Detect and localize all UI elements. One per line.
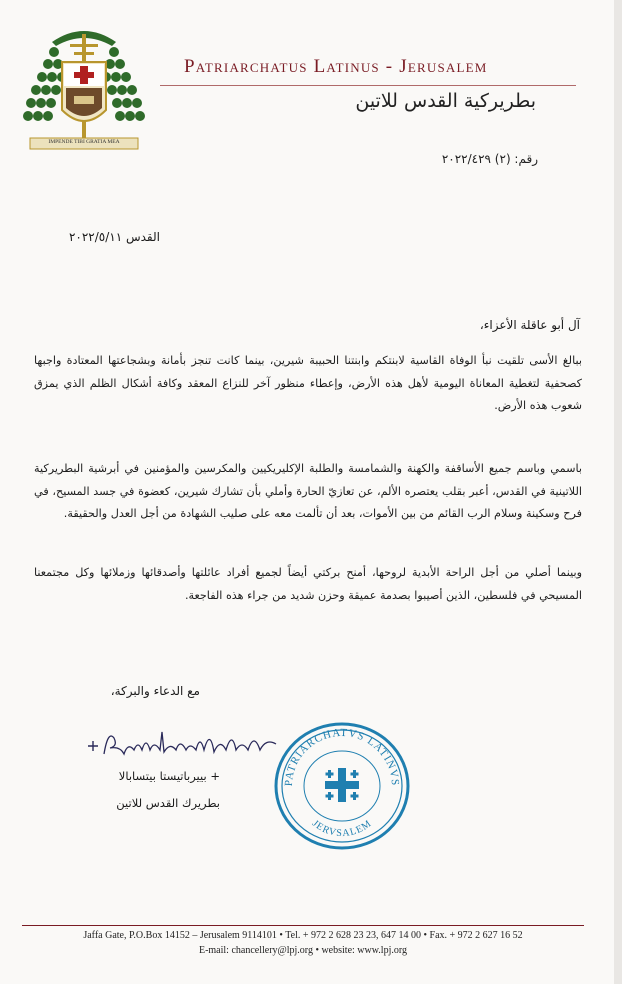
letter-date: القدس ٢٠٢٢/٥/١١ [68,230,160,244]
letterhead-title: Patriarchatus Latinus - Jerusalem [184,56,488,77]
body-paragraph-1: ببالغ الأسى تلقيت نبأ الوفاة القاسية لابنتكم وابنتنا الحبيبة شيرين، بينما كانت تنجز بأمانة وبشجاعتها المعتادة واجبها كصحفية لتغطية المعاناة اليومية لأهل هذه الأرض، وإعطاء منظور آخر للنزاع المعقد وكافة أشكال الظلم الذي يمزق شعوب هذه الأرض. [34,354,582,412]
svg-text:PATRIARCHATVS LATINVS: PATRIARCHATVS LATINVS [282,726,402,787]
body-paragraph-3: وبينما أصلي من أجل الراحة الأبدية لروحها، أمنح بركتي أيضاً لجميع أفراد عائلتها وأصدقائها وزملائها وكل مجتمعنا المسيحي في فلسطين، الذين أصيبوا بصدمة عميقة وحزن شديد من جراء هذه الفاجعة. [34,566,582,602]
letterhead-arabic-title: بطريركية القدس للاتين [355,90,536,112]
page-edge [614,0,622,984]
letterhead-divider [160,85,576,86]
signatory-title: بطريرك القدس للاتين [116,796,220,810]
footer-contact: E-mail: chancellery@lpj.org • website: www.lpj.org [198,945,408,956]
closing-line: مع الدعاء والبركة، [110,684,200,698]
footer-divider [22,925,584,926]
official-seal-stamp-icon [270,720,414,852]
salutation: آل أبو عاقلة الأعزاء، [479,318,580,332]
reference-number: رقم: (٢) ٢٠٢٢/٤٢٩ [441,152,538,166]
crest-motto: IMPENDE TIBI GRATIA MEA [48,139,120,145]
svg-text:JERVSALEM: JERVSALEM [309,817,374,840]
body-paragraph-2: باسمي وباسم جميع الأساقفة والكهنة والشمامسة والطلبة الإكليريكيين والمكرسين والمؤمنين في أبرشية البطريركية اللاتينية في القدس، أعبر بقلب يعتصره الألم، عن تعازيّ الحارة وأملي بأن تشارك شيرين، كعضوة في جسد المسيح، في فرح وسكينة وسلام الرب القائم من بين الأموات، بعد أن تألمت معه على صليب الشهادة من أجل العدل والحقيقة. [34,462,582,520]
handwritten-signature-icon [84,720,284,768]
signatory-name: + بييرباتيستا بيتسابالا [118,769,220,783]
footer-address: Jaffa Gate, P.O.Box 14152 – Jerusalem 9114101 • Tel. + 972 2 628 23 23, 647 14 00 • Fax. + 972 2 627 16 52 [83,930,523,941]
